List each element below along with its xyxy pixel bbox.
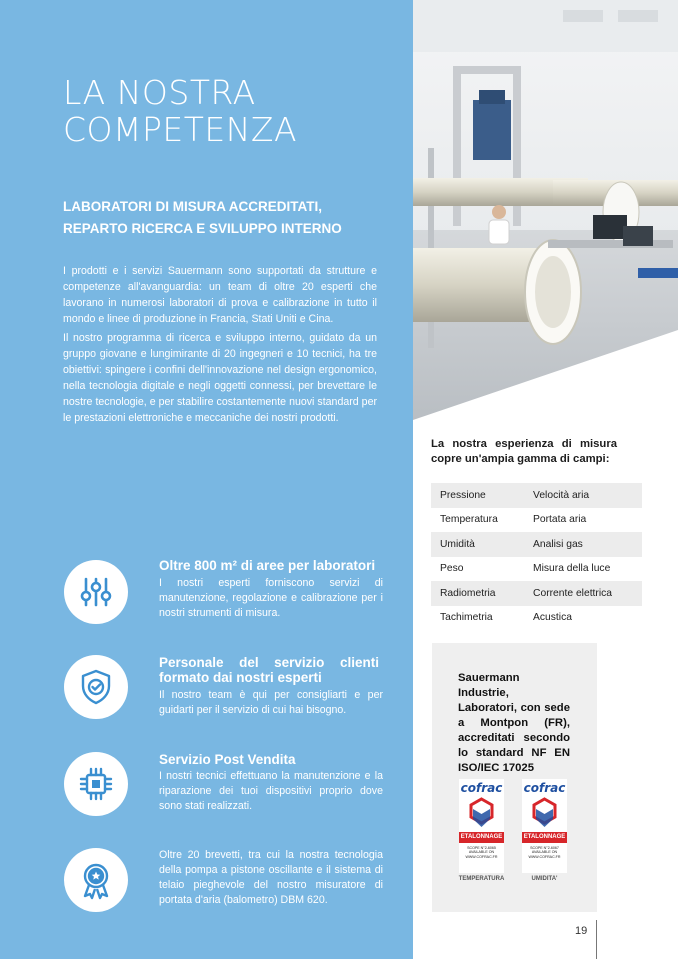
table-cell: Pressione	[431, 483, 523, 508]
page-number-divider	[596, 920, 597, 959]
cofrac-band: ETALONNAGE	[522, 832, 567, 843]
range-heading: La nostra esperienza di misura copre un'ampia gamma di campi:	[431, 438, 617, 465]
sliders-icon	[64, 560, 128, 624]
feature-title: Servizio Post Vendita	[159, 752, 296, 767]
table-cell: Analisi gas	[523, 532, 642, 557]
table-row	[431, 483, 642, 508]
feature-title: Personale del servizio clienti formato dai nostri esperti	[159, 655, 379, 685]
feature-text: I nostri esperti forniscono servizi di manutenzione, regolazione e calibrazione per i nostri strumenti di misura.	[159, 577, 383, 619]
table-cell: Umidità	[431, 532, 523, 557]
table-cell: Peso	[440, 563, 464, 575]
cofrac-logo-icon	[525, 797, 564, 829]
table-row	[431, 557, 642, 582]
table-cell: Radiometria	[431, 581, 523, 606]
intro-paragraph-1: I prodotti e i servizi Sauermann sono supportati da strutture e competenze all'avanguardia: un team di oltre 20 esperti che lavorano in numerosi laboratori di prova e calibrazione in tutto il mondo e linee di produzione in Francia, Stati Uniti e Cina.	[63, 265, 377, 325]
feature-text: Oltre 20 brevetti, tra cui la nostra tecnologia della pompa a pistone oscillante e il sistema di telaio pieghevole del nostro misuratore di portata d'aria (balometro) DBM 620.	[159, 849, 383, 906]
measurement-fields-table	[431, 483, 642, 630]
table-cell: Tachimetria	[440, 612, 493, 624]
intro-paragraph-2: Il nostro programma di ricerca e sviluppo interno, guidato da un gruppo giovane e lungimirante di 20 ingegneri e 10 tecnici, ha tre obiettivi: spingere i confini dell'innovazione nel design ergonomico, nella tecnologia digitale e negli oggetti connessi, per brevettare le nostre tecnologie, e per stabilire costantemente nuovi standard per le prestazioni elettroniche e meccaniche dei nostri prodotti.	[63, 332, 377, 424]
page-title-line-2: COMPETENZA	[63, 110, 298, 149]
cofrac-label: UMIDITA'	[531, 876, 558, 882]
chip-icon	[64, 752, 128, 816]
section-subheading	[63, 196, 342, 240]
table-row	[431, 606, 642, 631]
table-row	[431, 532, 642, 557]
cofrac-band: ETALONNAGE	[459, 832, 504, 843]
subheading-line-2: REPARTO RICERCA E SVILUPPO INTERNO	[63, 221, 342, 236]
cofrac-wordmark: cofrac	[460, 781, 503, 795]
cofrac-scope: SCOPE N°2-6065 AVAILABLE ON WWW.COFRAC.FR	[465, 846, 498, 859]
feature-title: Oltre 800 m² di aree per laboratori	[159, 558, 376, 573]
shield-check-icon	[64, 655, 128, 719]
cofrac-scope: SCOPE N°2-6067 AVAILABLE ON WWW.COFRAC.FR	[528, 846, 561, 859]
cofrac-label: TEMPERATURA	[458, 876, 505, 882]
table-cell: Corrente elettrica	[523, 581, 642, 606]
page-title	[63, 74, 297, 148]
cofrac-badge-temperature	[459, 779, 504, 885]
feature-text: Il nostro team è qui per consigliarti e per guidarti per il servizio di cui hai bisogno.	[159, 689, 383, 716]
cofrac-wordmark: cofrac	[523, 781, 566, 795]
cofrac-logo-icon	[462, 797, 501, 829]
table-row	[431, 508, 642, 533]
intro-text	[63, 263, 377, 429]
table-cell: Misura della luce	[533, 563, 611, 575]
accreditation-text: Sauermann Industrie, Laboratori, con sede a Montpon (FR), accreditati secondo lo standard NF EN ISO/IEC 17025	[458, 672, 570, 774]
award-ribbon-icon	[64, 848, 128, 912]
feature-text: I nostri tecnici effettuano la manutenzione e la riparazione dei tuoi dispositivi proprio dove sono stati realizzati.	[159, 770, 383, 812]
table-row	[431, 581, 642, 606]
table-cell: Velocità aria	[523, 483, 642, 508]
table-cell: Temperatura	[440, 514, 498, 526]
accreditation-box	[432, 643, 597, 912]
table-cell: Acustica	[533, 612, 572, 624]
laboratory-photo	[413, 0, 678, 420]
page-title-line-1: LA NOSTRA	[63, 73, 256, 112]
table-cell: Portata aria	[533, 514, 587, 526]
cofrac-badge-humidity	[522, 779, 567, 885]
subheading-line-1: LABORATORI DI MISURA ACCREDITATI,	[63, 199, 322, 214]
page-number: 19	[575, 925, 588, 937]
